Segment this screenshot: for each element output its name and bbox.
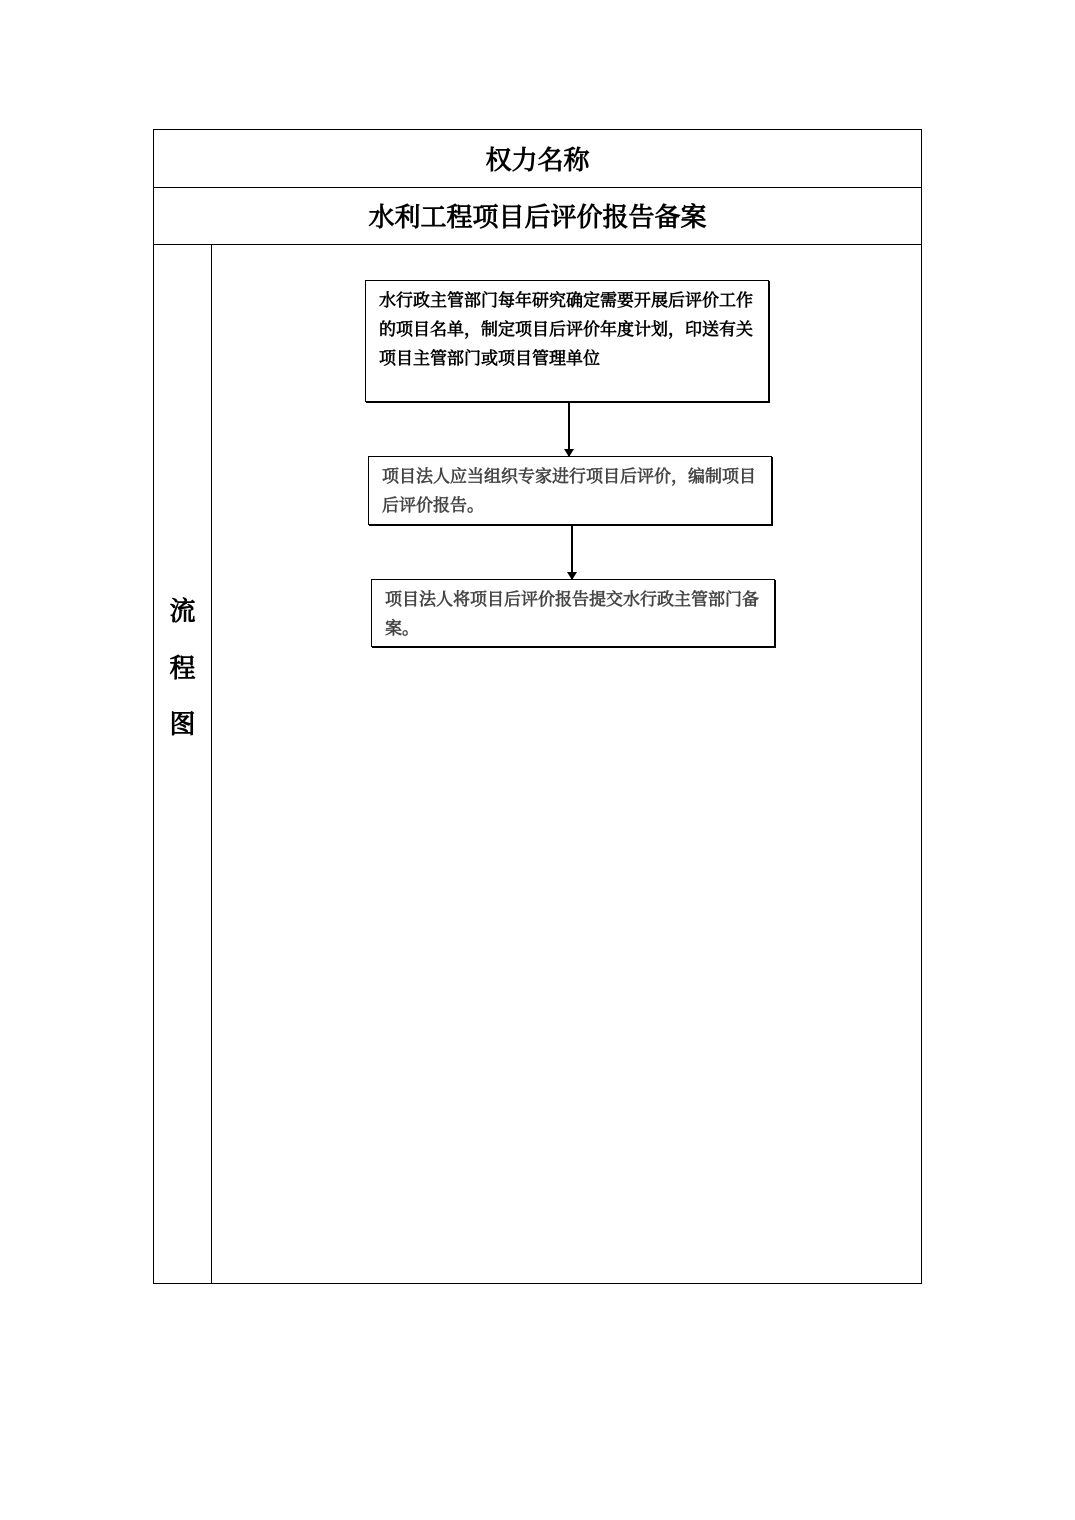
power-name: 水利工程项目后评价报告备案: [154, 187, 921, 245]
side-label-char: 程: [169, 654, 196, 684]
side-label-char: 图: [169, 710, 196, 740]
flow-step-3: 项目法人将项目后评价报告提交水行政主管部门备案。: [371, 579, 775, 647]
flow-arrow-1: [568, 402, 570, 456]
flowchart-area: [212, 245, 921, 1283]
table-title: 权力名称: [154, 130, 921, 188]
flow-step-1: 水行政主管部门每年研究确定需要开展后评价工作的项目名单，制定项目后评价年度计划，印送有关项目主管部门或项目管理单位: [365, 280, 769, 402]
flow-step-2: 项目法人应当组织专家进行项目后评价，编制项目后评价报告。: [368, 456, 772, 525]
flow-arrow-2: [571, 525, 573, 579]
side-label-char: 流: [169, 597, 196, 627]
flowchart-side-label: [154, 245, 212, 1283]
power-flowchart-table: [153, 129, 922, 1284]
